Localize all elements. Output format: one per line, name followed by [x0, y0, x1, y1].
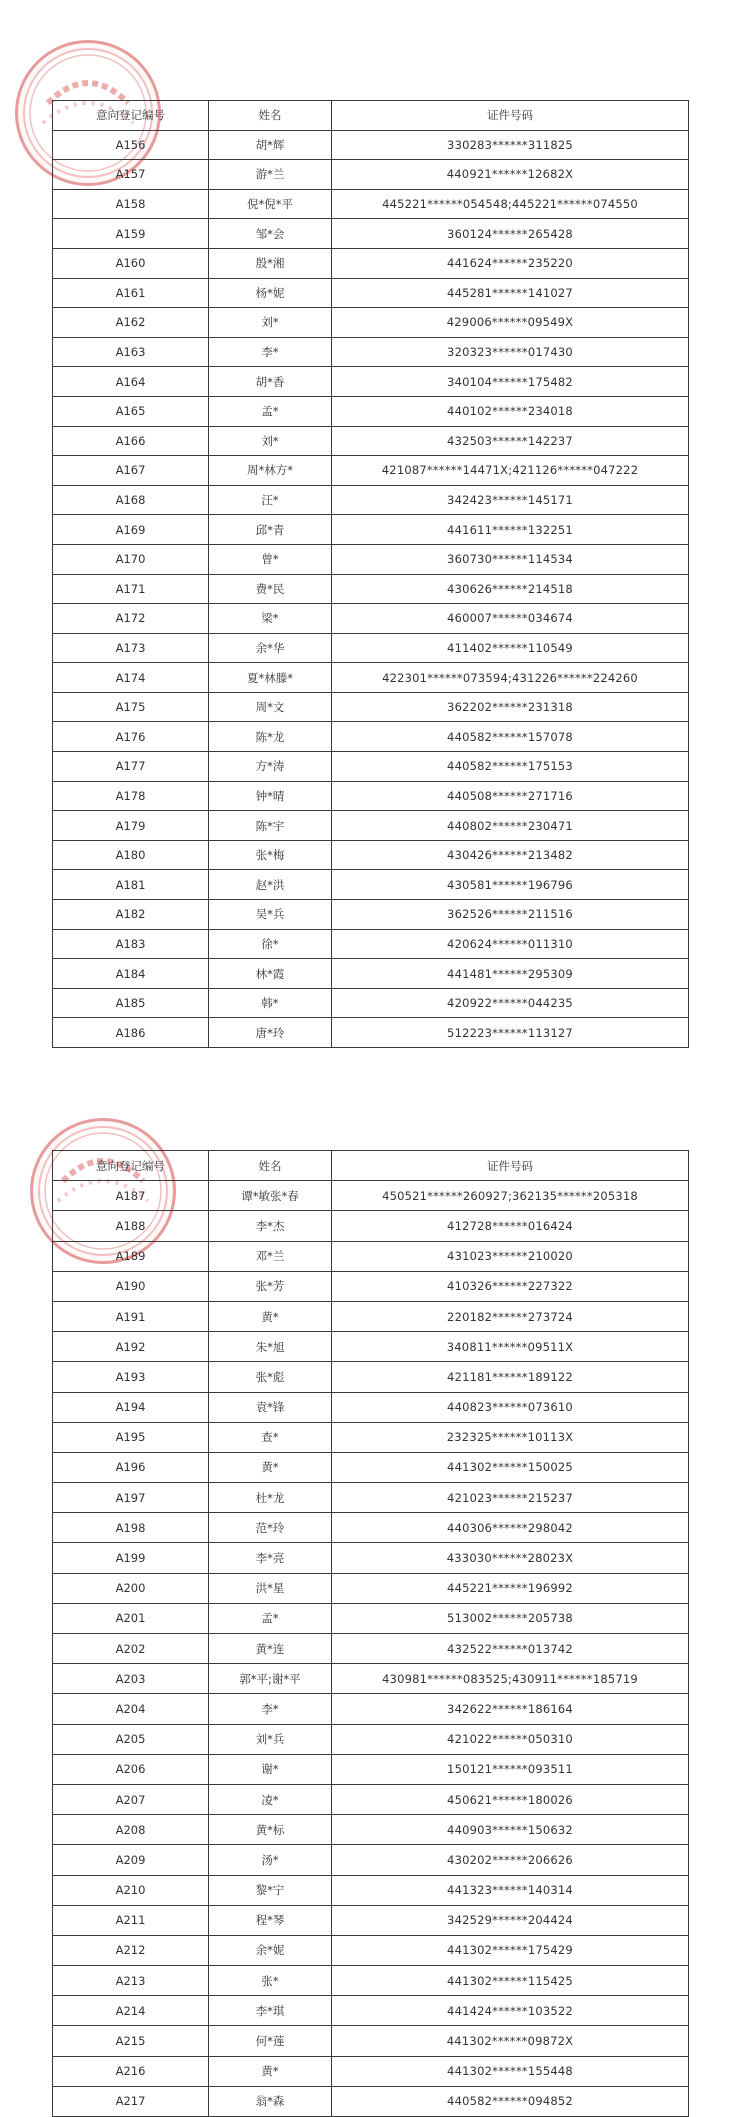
cell-name: 殷*湘: [209, 248, 332, 278]
cell-registration-number: A197: [53, 1483, 209, 1513]
cell-name: 张*彪: [209, 1362, 332, 1392]
table-row: [53, 2056, 689, 2086]
cell-registration-number: A190: [53, 1271, 209, 1301]
cell-id-number: 342529******204424: [332, 1905, 689, 1935]
cell-name: 李*: [209, 337, 332, 367]
cell-registration-number: A166: [53, 426, 209, 456]
cell-name: 游*兰: [209, 160, 332, 190]
cell-registration-number: A191: [53, 1301, 209, 1331]
cell-registration-number: A207: [53, 1784, 209, 1814]
table-row: [53, 870, 689, 900]
table-row: [53, 1815, 689, 1845]
cell-name: 韩*: [209, 988, 332, 1018]
table-row: [53, 604, 689, 634]
cell-id-number: 440582******175153: [332, 752, 689, 782]
cell-name: 黄*: [209, 1452, 332, 1482]
header-id-number: 证件号码: [332, 1151, 689, 1181]
table-row: [53, 900, 689, 930]
cell-registration-number: A192: [53, 1332, 209, 1362]
table-row: [53, 1603, 689, 1633]
table-row: [53, 337, 689, 367]
cell-registration-number: A179: [53, 811, 209, 841]
table-row: [53, 1754, 689, 1784]
cell-name: 袁*锋: [209, 1392, 332, 1422]
cell-name: 洪*星: [209, 1573, 332, 1603]
table-row: [53, 1018, 689, 1048]
cell-registration-number: A211: [53, 1905, 209, 1935]
registration-table-1: [52, 100, 689, 1048]
cell-id-number: 411402******110549: [332, 633, 689, 663]
cell-id-number: 441323******140314: [332, 1875, 689, 1905]
table-row: [53, 1966, 689, 1996]
table-row: [53, 722, 689, 752]
table-row: [53, 633, 689, 663]
cell-id-number: 440508******271716: [332, 781, 689, 811]
table-row: [53, 1875, 689, 1905]
table-row: [53, 1513, 689, 1543]
cell-name: 方*涛: [209, 752, 332, 782]
cell-name: 刘*: [209, 308, 332, 338]
cell-name: 费*民: [209, 574, 332, 604]
table-row: [53, 130, 689, 160]
cell-id-number: 421087******14471X;421126******047222: [332, 456, 689, 486]
cell-registration-number: A185: [53, 988, 209, 1018]
cell-name: 孟*: [209, 396, 332, 426]
table-row: [53, 1543, 689, 1573]
table-row: [53, 1935, 689, 1965]
cell-name: 邹*会: [209, 219, 332, 249]
cell-name: 陈*宇: [209, 811, 332, 841]
cell-id-number: 232325******10113X: [332, 1422, 689, 1452]
cell-id-number: 420922******044235: [332, 988, 689, 1018]
table-row: [53, 781, 689, 811]
header-name: 姓名: [209, 101, 332, 131]
cell-registration-number: A216: [53, 2056, 209, 2086]
cell-id-number: 433030******28023X: [332, 1543, 689, 1573]
cell-registration-number: A208: [53, 1815, 209, 1845]
table-row: [53, 308, 689, 338]
cell-name: 胡*香: [209, 367, 332, 397]
table-row: [53, 840, 689, 870]
cell-registration-number: A174: [53, 663, 209, 693]
cell-name: 曾*: [209, 544, 332, 574]
cell-id-number: 440582******094852: [332, 2086, 689, 2116]
cell-registration-number: A175: [53, 692, 209, 722]
table-row: [53, 2026, 689, 2056]
cell-registration-number: A198: [53, 1513, 209, 1543]
cell-id-number: 360124******265428: [332, 219, 689, 249]
table-header-row: [53, 1151, 689, 1181]
table-row: [53, 1694, 689, 1724]
cell-id-number: 441624******235220: [332, 248, 689, 278]
cell-id-number: 445221******196992: [332, 1573, 689, 1603]
cell-id-number: 441424******103522: [332, 1996, 689, 2026]
table-row: [53, 988, 689, 1018]
cell-id-number: 432503******142237: [332, 426, 689, 456]
cell-id-number: 422301******073594;431226******224260: [332, 663, 689, 693]
cell-registration-number: A212: [53, 1935, 209, 1965]
cell-id-number: 460007******034674: [332, 604, 689, 634]
cell-registration-number: A167: [53, 456, 209, 486]
cell-name: 梁*: [209, 604, 332, 634]
table-row: [53, 544, 689, 574]
table-row: [53, 426, 689, 456]
table-row: [53, 959, 689, 989]
cell-id-number: 429006******09549X: [332, 308, 689, 338]
table-row: [53, 1664, 689, 1694]
cell-id-number: 342423******145171: [332, 485, 689, 515]
cell-name: 李*琪: [209, 1996, 332, 2026]
header-registration-number: 意向登记编号: [53, 101, 209, 131]
cell-registration-number: A156: [53, 130, 209, 160]
cell-name: 汪*: [209, 485, 332, 515]
cell-id-number: 441611******132251: [332, 515, 689, 545]
table-row: [53, 1241, 689, 1271]
cell-name: 范*玲: [209, 1513, 332, 1543]
cell-name: 谢*: [209, 1754, 332, 1784]
cell-id-number: 441302******09872X: [332, 2026, 689, 2056]
cell-id-number: 430581******196796: [332, 870, 689, 900]
cell-name: 李*亮: [209, 1543, 332, 1573]
cell-name: 钟*晴: [209, 781, 332, 811]
cell-id-number: 445281******141027: [332, 278, 689, 308]
cell-registration-number: A209: [53, 1845, 209, 1875]
cell-registration-number: A194: [53, 1392, 209, 1422]
table-row: [53, 1392, 689, 1422]
cell-name: 余*华: [209, 633, 332, 663]
cell-name: 刘*兵: [209, 1724, 332, 1754]
cell-name: 唐*玲: [209, 1018, 332, 1048]
cell-id-number: 362202******231318: [332, 692, 689, 722]
cell-id-number: 432522******013742: [332, 1634, 689, 1664]
table-row: [53, 1181, 689, 1211]
cell-name: 邱*青: [209, 515, 332, 545]
cell-registration-number: A170: [53, 544, 209, 574]
cell-id-number: 512223******113127: [332, 1018, 689, 1048]
cell-registration-number: A200: [53, 1573, 209, 1603]
cell-name: 周*文: [209, 692, 332, 722]
cell-id-number: 441302******175429: [332, 1935, 689, 1965]
table-row: [53, 1332, 689, 1362]
header-registration-number: 意向登记编号: [53, 1151, 209, 1181]
table-row: [53, 1573, 689, 1603]
cell-name: 杜*龙: [209, 1483, 332, 1513]
cell-name: 黄*连: [209, 1634, 332, 1664]
cell-id-number: 440903******150632: [332, 1815, 689, 1845]
cell-registration-number: A214: [53, 1996, 209, 2026]
cell-registration-number: A160: [53, 248, 209, 278]
table-row: [53, 278, 689, 308]
cell-registration-number: A159: [53, 219, 209, 249]
table-row: [53, 2086, 689, 2116]
cell-id-number: 420624******011310: [332, 929, 689, 959]
table-row: [53, 1452, 689, 1482]
cell-id-number: 220182******273724: [332, 1301, 689, 1331]
cell-registration-number: A217: [53, 2086, 209, 2116]
cell-name: 查*: [209, 1422, 332, 1452]
cell-registration-number: A196: [53, 1452, 209, 1482]
cell-id-number: 441302******115425: [332, 1966, 689, 1996]
cell-registration-number: A204: [53, 1694, 209, 1724]
cell-name: 李*杰: [209, 1211, 332, 1241]
cell-name: 谭*敏张*春: [209, 1181, 332, 1211]
table-row: [53, 929, 689, 959]
cell-id-number: 410326******227322: [332, 1271, 689, 1301]
cell-name: 程*琴: [209, 1905, 332, 1935]
header-name: 姓名: [209, 1151, 332, 1181]
cell-id-number: 340104******175482: [332, 367, 689, 397]
cell-registration-number: A181: [53, 870, 209, 900]
cell-id-number: 421022******050310: [332, 1724, 689, 1754]
cell-name: 张*梅: [209, 840, 332, 870]
cell-registration-number: A173: [53, 633, 209, 663]
table-row: [53, 456, 689, 486]
cell-id-number: 150121******093511: [332, 1754, 689, 1784]
table-row: [53, 189, 689, 219]
cell-registration-number: A187: [53, 1181, 209, 1211]
cell-name: 凌*: [209, 1784, 332, 1814]
cell-registration-number: A206: [53, 1754, 209, 1784]
table-row: [53, 1996, 689, 2026]
cell-id-number: 441481******295309: [332, 959, 689, 989]
table-row: [53, 219, 689, 249]
table-row: [53, 485, 689, 515]
table-row: [53, 692, 689, 722]
cell-registration-number: A172: [53, 604, 209, 634]
cell-registration-number: A184: [53, 959, 209, 989]
cell-name: 朱*旭: [209, 1332, 332, 1362]
table-row: [53, 1362, 689, 1392]
table-header-row: [53, 101, 689, 131]
cell-name: 孟*: [209, 1603, 332, 1633]
table-row: [53, 1211, 689, 1241]
cell-name: 李*: [209, 1694, 332, 1724]
cell-registration-number: A203: [53, 1664, 209, 1694]
cell-name: 倪*倪*平: [209, 189, 332, 219]
table-row: [53, 1634, 689, 1664]
cell-name: 黎*宁: [209, 1875, 332, 1905]
cell-name: 陈*龙: [209, 722, 332, 752]
cell-id-number: 440582******157078: [332, 722, 689, 752]
table-row: [53, 1724, 689, 1754]
table-row: [53, 1483, 689, 1513]
cell-id-number: 440802******230471: [332, 811, 689, 841]
table-row: [53, 1784, 689, 1814]
cell-name: 余*妮: [209, 1935, 332, 1965]
cell-id-number: 445221******054548;445221******074550: [332, 189, 689, 219]
cell-name: 何*莲: [209, 2026, 332, 2056]
cell-id-number: 421181******189122: [332, 1362, 689, 1392]
cell-id-number: 440823******073610: [332, 1392, 689, 1422]
registration-table-2: [52, 1150, 689, 2117]
cell-registration-number: A189: [53, 1241, 209, 1271]
cell-id-number: 360730******114534: [332, 544, 689, 574]
cell-name: 吴*兵: [209, 900, 332, 930]
cell-id-number: 440921******12682X: [332, 160, 689, 190]
table-row: [53, 1905, 689, 1935]
cell-id-number: 440306******298042: [332, 1513, 689, 1543]
table-row: [53, 248, 689, 278]
cell-id-number: 450621******180026: [332, 1784, 689, 1814]
table-row: [53, 396, 689, 426]
cell-registration-number: A183: [53, 929, 209, 959]
cell-id-number: 342622******186164: [332, 1694, 689, 1724]
cell-name: 郭*平;谢*平: [209, 1664, 332, 1694]
cell-id-number: 412728******016424: [332, 1211, 689, 1241]
cell-name: 胡*辉: [209, 130, 332, 160]
cell-registration-number: A193: [53, 1362, 209, 1392]
cell-name: 刘*: [209, 426, 332, 456]
cell-registration-number: A180: [53, 840, 209, 870]
cell-registration-number: A213: [53, 1966, 209, 1996]
cell-id-number: 441302******155448: [332, 2056, 689, 2086]
cell-id-number: 440102******234018: [332, 396, 689, 426]
cell-registration-number: A210: [53, 1875, 209, 1905]
cell-name: 徐*: [209, 929, 332, 959]
cell-registration-number: A178: [53, 781, 209, 811]
cell-name: 夏*林滕*: [209, 663, 332, 693]
cell-id-number: 430626******214518: [332, 574, 689, 604]
cell-name: 黄*: [209, 1301, 332, 1331]
cell-registration-number: A201: [53, 1603, 209, 1633]
table-row: [53, 515, 689, 545]
cell-id-number: 513002******205738: [332, 1603, 689, 1633]
cell-name: 赵*洪: [209, 870, 332, 900]
cell-name: 杨*妮: [209, 278, 332, 308]
cell-registration-number: A168: [53, 485, 209, 515]
cell-id-number: 362526******211516: [332, 900, 689, 930]
cell-registration-number: A171: [53, 574, 209, 604]
table-row: [53, 367, 689, 397]
cell-name: 张*芳: [209, 1271, 332, 1301]
cell-id-number: 431023******210020: [332, 1241, 689, 1271]
cell-id-number: 430981******083525;430911******185719: [332, 1664, 689, 1694]
cell-registration-number: A195: [53, 1422, 209, 1452]
table-row: [53, 1301, 689, 1331]
table-row: [53, 574, 689, 604]
cell-registration-number: A215: [53, 2026, 209, 2056]
header-id-number: 证件号码: [332, 101, 689, 131]
cell-registration-number: A163: [53, 337, 209, 367]
cell-id-number: 450521******260927;362135******205318: [332, 1181, 689, 1211]
cell-registration-number: A161: [53, 278, 209, 308]
table-row: [53, 811, 689, 841]
cell-registration-number: A177: [53, 752, 209, 782]
cell-id-number: 340811******09511X: [332, 1332, 689, 1362]
table-row: [53, 1845, 689, 1875]
cell-registration-number: A164: [53, 367, 209, 397]
cell-registration-number: A205: [53, 1724, 209, 1754]
cell-id-number: 441302******150025: [332, 1452, 689, 1482]
cell-registration-number: A186: [53, 1018, 209, 1048]
table-row: [53, 160, 689, 190]
cell-registration-number: A199: [53, 1543, 209, 1573]
cell-id-number: 320323******017430: [332, 337, 689, 367]
cell-name: 黄*: [209, 2056, 332, 2086]
cell-registration-number: A158: [53, 189, 209, 219]
cell-id-number: 421023******215237: [332, 1483, 689, 1513]
cell-id-number: 330283******311825: [332, 130, 689, 160]
cell-name: 汤*: [209, 1845, 332, 1875]
cell-registration-number: A176: [53, 722, 209, 752]
cell-name: 黄*标: [209, 1815, 332, 1845]
table-row: [53, 663, 689, 693]
cell-registration-number: A157: [53, 160, 209, 190]
cell-name: 林*霞: [209, 959, 332, 989]
cell-registration-number: A188: [53, 1211, 209, 1241]
table-row: [53, 1271, 689, 1301]
cell-registration-number: A202: [53, 1634, 209, 1664]
cell-name: 翁*森: [209, 2086, 332, 2116]
cell-registration-number: A169: [53, 515, 209, 545]
cell-id-number: 430426******213482: [332, 840, 689, 870]
cell-registration-number: A162: [53, 308, 209, 338]
cell-registration-number: A182: [53, 900, 209, 930]
cell-name: 张*: [209, 1966, 332, 1996]
cell-name: 周*林方*: [209, 456, 332, 486]
cell-registration-number: A165: [53, 396, 209, 426]
table-row: [53, 752, 689, 782]
cell-name: 邓*兰: [209, 1241, 332, 1271]
table-row: [53, 1422, 689, 1452]
cell-id-number: 430202******206626: [332, 1845, 689, 1875]
